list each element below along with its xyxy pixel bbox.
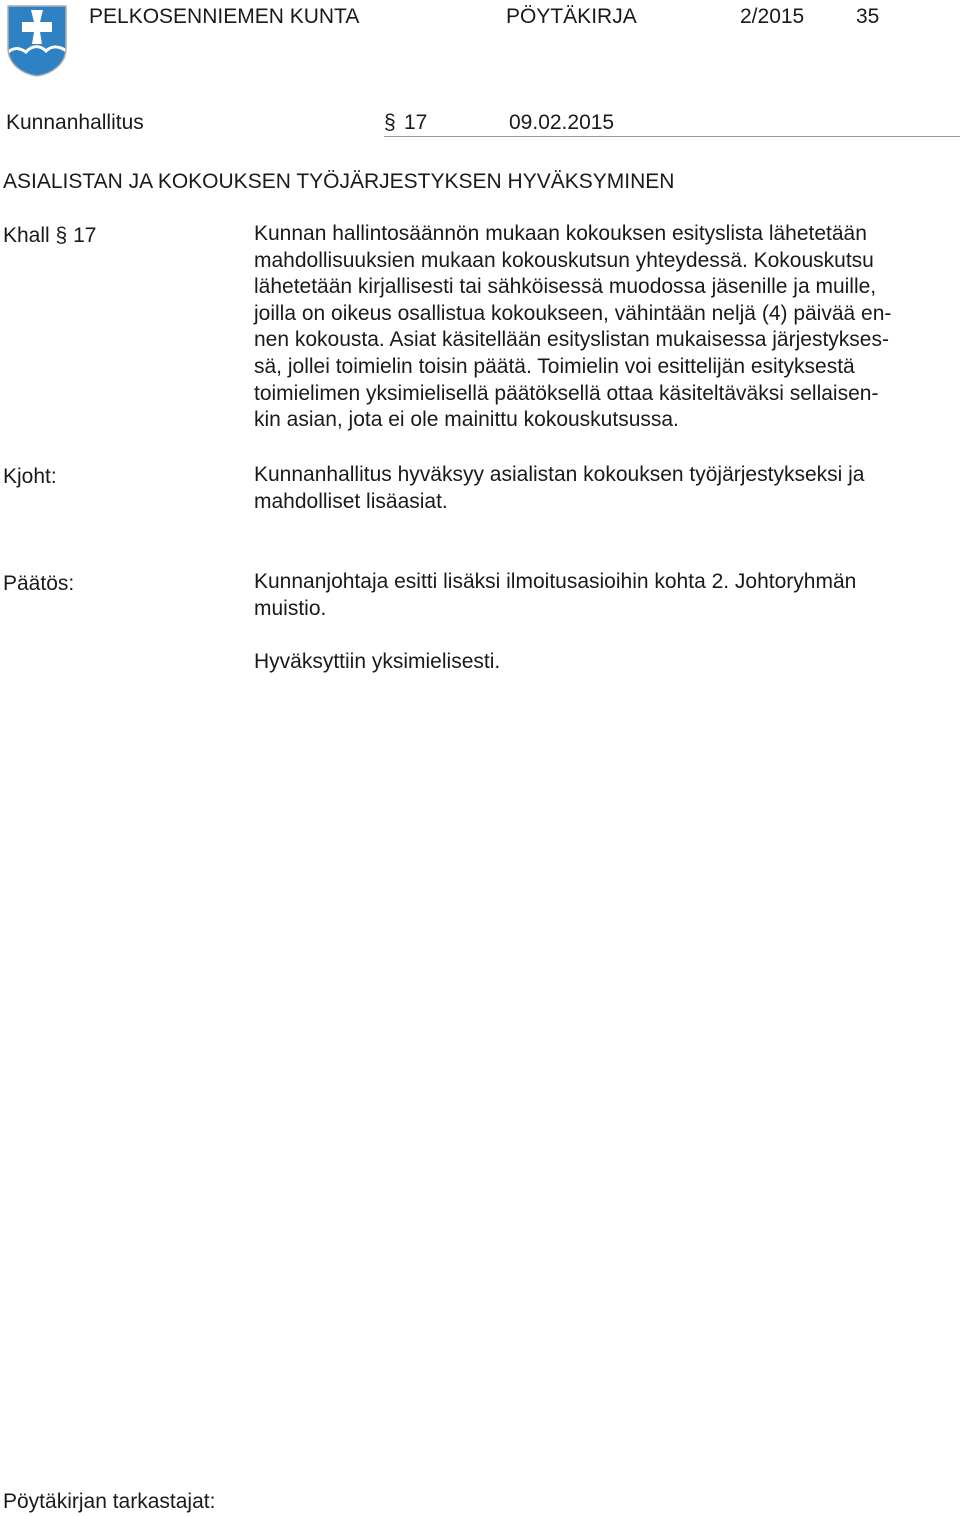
decision-text (254, 569, 954, 622)
section-number: 17 (404, 111, 428, 134)
khall-label: Khall (3, 224, 50, 247)
text-line: Hyväksyttiin yksimielisesti. (254, 650, 501, 673)
text-line: Kunnanjohtaja esitti lisäksi ilmoitusasioihin kohta 2. Johtoryhmän (254, 570, 857, 593)
coat-of-arms-icon (6, 4, 68, 78)
text-line: nen kokousta. Asiat käsitellään esityslistan mukaisessa järjestykses- (254, 328, 889, 352)
text-line: mahdollisuuksien mukaan kokouskutsun yhteydessä. Kokouskutsu (254, 248, 874, 272)
text-line: Kunnanhallitus hyväksyy asialistan kokouksen työjärjestykseksi ja (254, 463, 865, 486)
item-title: ASIALISTAN JA KOKOUKSEN TYÖJÄRJESTYKSEN HYVÄKSYMINEN (3, 170, 675, 193)
text-line: toimielimen yksimielisellä päätöksellä ottaa käsiteltäväksi sellaisen- (254, 381, 879, 405)
header-divider (384, 136, 960, 137)
meeting-date: 09.02.2015 (509, 111, 615, 134)
page-number: 35 (856, 5, 880, 28)
text-line: kin asian, jota ei ole mainittu kokouskutsussa. (254, 408, 679, 432)
text-line: joilla on oikeus osallistua kokoukseen, vähintään neljä (4) päivää en- (254, 301, 892, 325)
meeting-body: Kunnanhallitus (6, 111, 144, 134)
text-line: mahdolliset lisäasiat. (254, 489, 448, 513)
document-number: 2/2015 (740, 5, 805, 28)
text-line: lähetetään kirjallisesti tai sähköisessä muodossa jäsenille ja muille, (254, 275, 877, 299)
kjoht-label: Kjoht: (3, 465, 57, 488)
kjoht-text (254, 462, 954, 515)
khall-section-symbol: § (55, 224, 68, 247)
khall-section-number: 17 (73, 224, 97, 247)
text-line: sä, jollei toimielin toisin päätä. Toimielin voi esittelijän esityksestä (254, 354, 855, 378)
document-type: PÖYTÄKIRJA (506, 5, 637, 28)
reviewers-label: Pöytäkirjan tarkastajat: (3, 1490, 216, 1513)
khall-text (254, 221, 954, 434)
decision-label: Päätös: (3, 572, 75, 595)
text-line: Kunnan hallintosäännön mukaan kokouksen esityslista lähetetään (254, 222, 867, 245)
text-line: muistio. (254, 596, 327, 620)
section-symbol: § (384, 111, 396, 134)
municipality-name: PELKOSENNIEMEN KUNTA (89, 5, 360, 28)
khall-label-group (3, 224, 96, 248)
decision-result (254, 649, 954, 676)
